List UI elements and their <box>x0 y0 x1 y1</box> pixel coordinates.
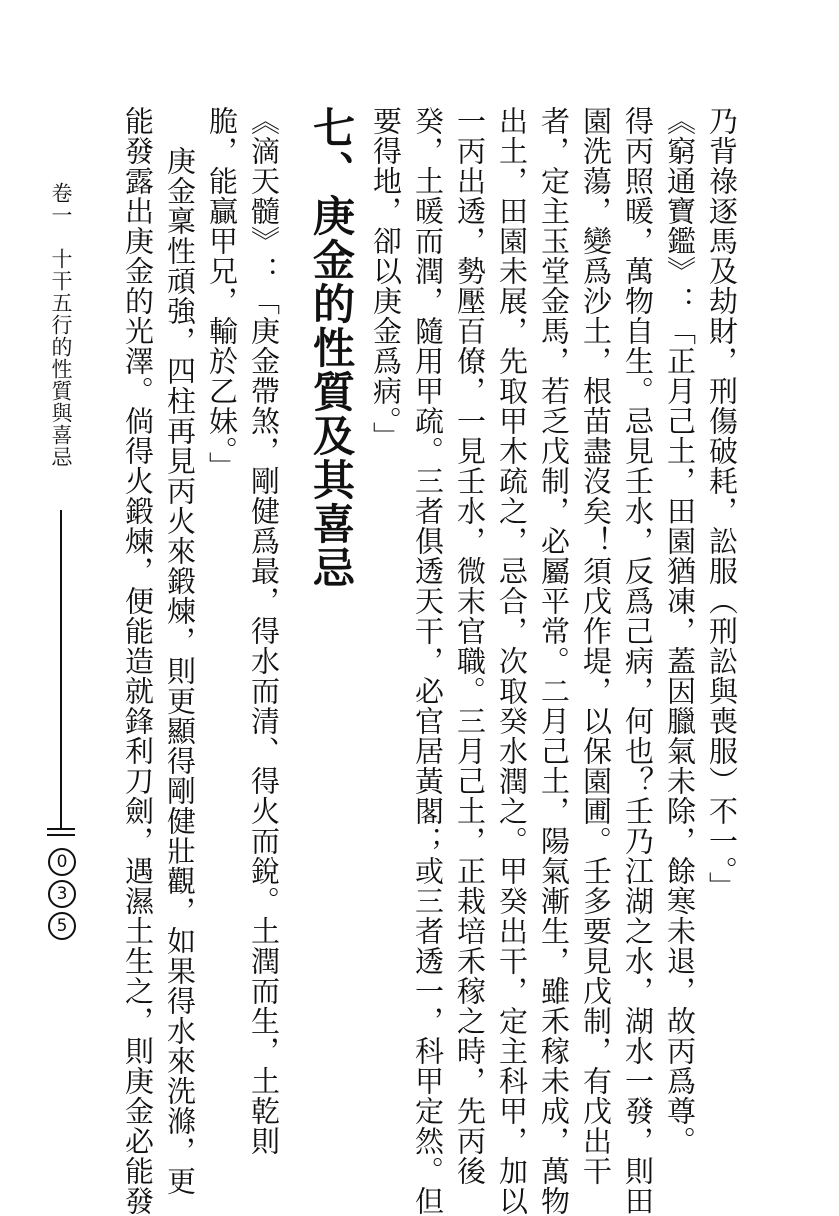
text-column-7: 一丙出透，勢壓百僚，一見壬水，微末官職。三月己土，正栽培禾稼之時，先丙後 <box>453 106 487 1186</box>
page-digit: 3 <box>48 880 76 908</box>
section-heading: 七、庚金的性質及其喜忌 <box>307 106 356 590</box>
text-column-11: 脆，能贏甲兄，輸於乙妹。」 <box>205 106 239 482</box>
page-number <box>47 848 77 940</box>
margin-rule-cap <box>47 834 75 836</box>
text-column-5: 者，定主玉堂金馬，若乏戊制，必屬平常。二月己土，陽氣漸生，雖禾稼未成，萬物 <box>537 106 571 1216</box>
text-column-3: 得丙照暖，萬物自生。忌見壬水，反爲己病，何也？壬乃江湖之水，湖水一發，則田 <box>621 106 655 1216</box>
page-digit: 5 <box>48 912 76 940</box>
running-chapter-title: 卷一 十干五行的性質與喜忌 <box>49 182 73 468</box>
text-column-13: 能發露出庚金的光澤。倘得火鍛煉，便能造就鋒利刀劍，遇濕土生之，則庚金必能發 <box>121 106 155 1216</box>
text-column-4: 園洗蕩，變爲沙土，根苗盡沒矣！須戊作堤，以保園圃。壬多要見戊制，有戊出干 <box>579 106 613 1186</box>
page-digit: 0 <box>48 848 76 876</box>
text-column-1: 乃背祿逐馬及劫財，刑傷破耗，訟服（刑訟與喪服）不一。」 <box>705 106 739 902</box>
margin-rule <box>60 510 62 830</box>
text-column-12: 庚金稟性頑強，四柱再見丙火來鍛煉，則更顯得剛健壯觀，如果得水來洗滌，更 <box>163 146 197 1196</box>
text-column-9: 要得地，卻以庚金爲病。」 <box>369 106 403 452</box>
text-column-10: 《滴天髓》：「庚金帶煞，剛健爲最，得水而清、得火而銳。土潤而生，土乾則 <box>247 106 281 1156</box>
margin-rule-cap <box>47 828 75 830</box>
text-column-8: 癸，土暖而潤，隨用甲疏。三者俱透天干，必官居黃閣；或三者透一，科甲定然。但 <box>411 106 445 1216</box>
text-column-2: 《窮通寶鑑》：「正月己土，田園猶凍，蓋因臘氣未除，餘寒未退，故丙爲尊。 <box>663 106 697 1156</box>
text-column-6: 出土，田園未展，先取甲木疏之，忌合，次取癸水潤之。甲癸出干，定主科甲，加以 <box>495 106 529 1216</box>
